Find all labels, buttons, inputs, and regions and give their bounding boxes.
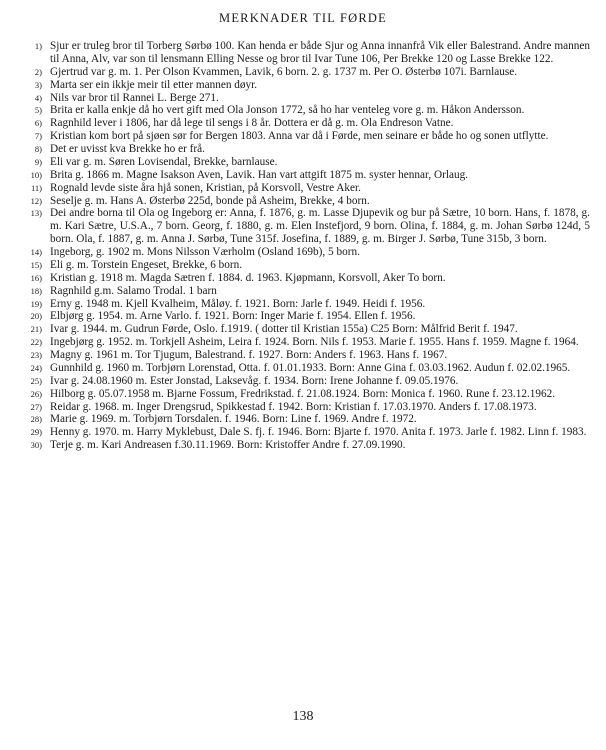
note-number: 22)	[30, 337, 42, 348]
note-text: Seselje g. m. Hans A. Østerbø 225d, bonde på Asheim, Brekke, 4 born.	[50, 194, 370, 207]
note-item	[24, 349, 590, 362]
note-number: 8)	[34, 144, 42, 154]
note-text: Ragnhild lever i 1806, har då lege til sengs i 8 år. Dottera er då g. m. Ola Endreson Vatne.	[50, 117, 454, 130]
note-text: Reidar g. 1968. m. Inger Drengsrud, Spikkestad f. 1942. Born: Kristian f. 17.03.1970. Anders f. 17.08.1973.	[50, 400, 537, 413]
note-number: 28)	[30, 414, 42, 425]
note-number: 13)	[30, 208, 42, 219]
note-number: 9)	[34, 156, 42, 167]
note-number: 18)	[30, 285, 42, 296]
note-item	[24, 336, 590, 349]
note-text: Eli var g. m. Søren Lovisendal, Brekke, barnlause.	[50, 155, 278, 168]
note-number: 10)	[30, 169, 42, 180]
note-item	[24, 375, 590, 388]
note-item	[24, 426, 590, 439]
note-item	[24, 439, 590, 452]
note-text: Rognald levde siste åra hjå sonen, Kristian, på Korsvoll, Vestre Aker.	[50, 181, 361, 194]
note-item	[24, 130, 590, 143]
note-item	[24, 272, 590, 285]
note-item	[24, 156, 590, 169]
note-text: Kristian kom bort på sjøen sør for Bergen 1803. Anna var då i Førde, men seinare er både ho og sonen utflytte.	[50, 130, 549, 143]
note-text: Magny g. 1961 m. Tor Tjugum, Balestrand. f. 1927. Born: Anders f. 1963. Hans f. 1967.	[50, 349, 448, 361]
note-number: 1)	[34, 41, 42, 51]
note-number: 11)	[30, 182, 42, 193]
note-item	[24, 40, 590, 66]
note-number: 6)	[34, 118, 42, 129]
note-item	[24, 117, 590, 130]
note-text: Brita er kalla enkje då ho vert gift med Ola Jonson 1772, så ho har venteleg vore g. m. Håkon Andersson.	[50, 104, 525, 117]
note-number: 5)	[34, 105, 42, 116]
note-item	[24, 285, 590, 298]
note-text: Sjur er truleg bror til Torberg Sørbø 100. Kan henda er både Sjur og Anna innanfrå Vik eller Balestrand. Andre mannen til Anna, Alv, var son til lensmann Elling Nesse og bror til Ivar Tune 106, Per Brekke 120 og Lasse Brekke 122.	[50, 40, 590, 65]
note-item	[24, 259, 590, 272]
page-number: 138	[292, 709, 314, 724]
note-item	[24, 195, 590, 208]
notes-list	[24, 40, 590, 452]
note-text: Det er uvisst kva Brekke ho er frå.	[50, 143, 205, 155]
note-text: Hilborg g. 05.07.1958 m. Bjarne Fossum, Fredrikstad. f. 21.08.1924. Born: Monica f. 1960. Rune f. 23.12.1962.	[50, 387, 556, 400]
note-number: 29)	[30, 427, 42, 438]
note-text: Ragnhild g.m. Salamo Trodal. 1 barn	[50, 284, 217, 297]
note-item	[24, 182, 590, 195]
note-item	[24, 207, 590, 246]
note-text: Brita g. 1866 m. Magne Isakson Aven, Lavik. Han vart attgift 1875 m. syster hennar, Orlaug.	[50, 168, 469, 181]
note-number: 27)	[30, 401, 42, 412]
note-item	[24, 79, 590, 92]
note-number: 26)	[30, 388, 42, 399]
note-text: Ivar g. 24.08.1960 m. Ester Jonstad, Laksevåg. f. 1934. Born: Irene Johanne f. 09.05.1976.	[50, 374, 459, 387]
note-number: 19)	[30, 298, 42, 309]
note-text: Gjertrud var g. m. 1. Per Olson Kvammen, Lavik, 6 born. 2. g. 1737 m. Per O. Østerbø 107i. Barnlause.	[50, 65, 518, 78]
note-item	[24, 169, 590, 182]
note-text: Terje g. m. Kari Andreasen f.30.11.1969. Born: Kristoffer Andre f. 27.09.1990.	[50, 439, 406, 452]
note-item	[24, 310, 590, 323]
note-number: 15)	[30, 259, 42, 270]
note-item	[24, 388, 590, 401]
note-item	[24, 298, 590, 311]
note-item	[24, 362, 590, 375]
note-item	[24, 92, 590, 105]
note-item	[24, 104, 590, 117]
note-number: 12)	[30, 195, 42, 206]
note-number: 4)	[34, 92, 42, 103]
note-item	[24, 246, 590, 259]
note-number: 23)	[30, 350, 42, 360]
note-number: 7)	[34, 131, 42, 142]
note-text: Nils var bror til Rannei L. Berge 271.	[50, 91, 219, 104]
note-item	[24, 413, 590, 426]
note-text: Ingeborg, g. 1902 m. Mons Nilsson Værholm (Osland 169b), 5 born.	[50, 246, 360, 258]
note-text: Ingebjørg g. 1952. m. Torkjell Asheim, Leira f. 1924. Born. Nils f. 1953. Marie f. 1955. Hans f. 1959. Magne f. 1964.	[50, 336, 579, 349]
note-number: 16)	[30, 272, 42, 283]
note-item	[24, 401, 590, 414]
note-item	[24, 323, 590, 336]
note-number: 21)	[30, 324, 42, 335]
note-text: Eli g. m. Torstein Engeset, Brekke, 6 born.	[50, 258, 243, 271]
page-title: MERKNADER TIL FØRDE	[219, 11, 387, 25]
note-text: Elbjørg g. 1954. m. Arne Varlo. f. 1921. Born: Inger Marie f. 1954. Ellen f. 1956.	[50, 310, 416, 323]
note-text: Ivar g. 1944. m. Gudrun Førde, Oslo. f.1919. ( dotter til Kristian 155a) C25 Born: Målfrid Berit f. 1947.	[50, 323, 518, 336]
note-text: Kristian g. 1918 m. Magda Sætren f. 1884. d. 1963. Kjøpmann, Korsvoll, Aker To born.	[50, 271, 446, 284]
note-number: 14)	[30, 247, 42, 257]
note-text: Dei andre borna til Ola og Ingeborg er: Anna, f. 1876, g. m. Lasse Djupevik og bur på Sætre, 10 born. Hans, f. 1878, g. m. Kari Sætre, U.S.A., 7 born. Georg, f. 1880, g. m. Elen Instefjord, 9 born. Olina, f. 1884, g. m. Johan Sørbø 124d, 5 born. Ola, f. 1887, g. m. Anna J. Sørbø, Tune 315f. Josefina, f. 1889, g. m. Birger J. Sørbø, Tune 315b, 3 born.	[50, 207, 590, 246]
note-text: Marta ser ein ikkje meir til etter mannen døyr.	[50, 78, 258, 91]
note-text: Erny g. 1948 m. Kjell Kvalheim, Måløy. f. 1921. Born: Jarle f. 1949. Heidi f. 1956.	[50, 297, 426, 310]
note-number: 24)	[30, 362, 42, 373]
note-item	[24, 143, 590, 156]
note-text: Gunnhild g. 1960 m. Torbjørn Lorenstad, Otta. f. 01.01.1933. Born: Anne Gina f. 03.03.1962. Audun f. 02.02.1965.	[50, 361, 571, 374]
note-number: 30)	[30, 440, 42, 451]
note-number: 20)	[30, 311, 42, 322]
note-text: Marie g. 1969. m. Torbjørn Torsdalen. f. 1946. Born: Line f. 1969. Andre f. 1972.	[50, 413, 417, 426]
note-text: Henny g. 1970. m. Harry Myklebust, Dale S. fj. f. 1946. Born: Bjarte f. 1970. Anita f. 1973. Jarle f. 1982. Linn f. 1983.	[50, 426, 587, 439]
note-number: 3)	[34, 79, 42, 90]
note-number: 25)	[30, 375, 42, 386]
note-number: 2)	[34, 66, 42, 77]
note-item	[24, 66, 590, 79]
